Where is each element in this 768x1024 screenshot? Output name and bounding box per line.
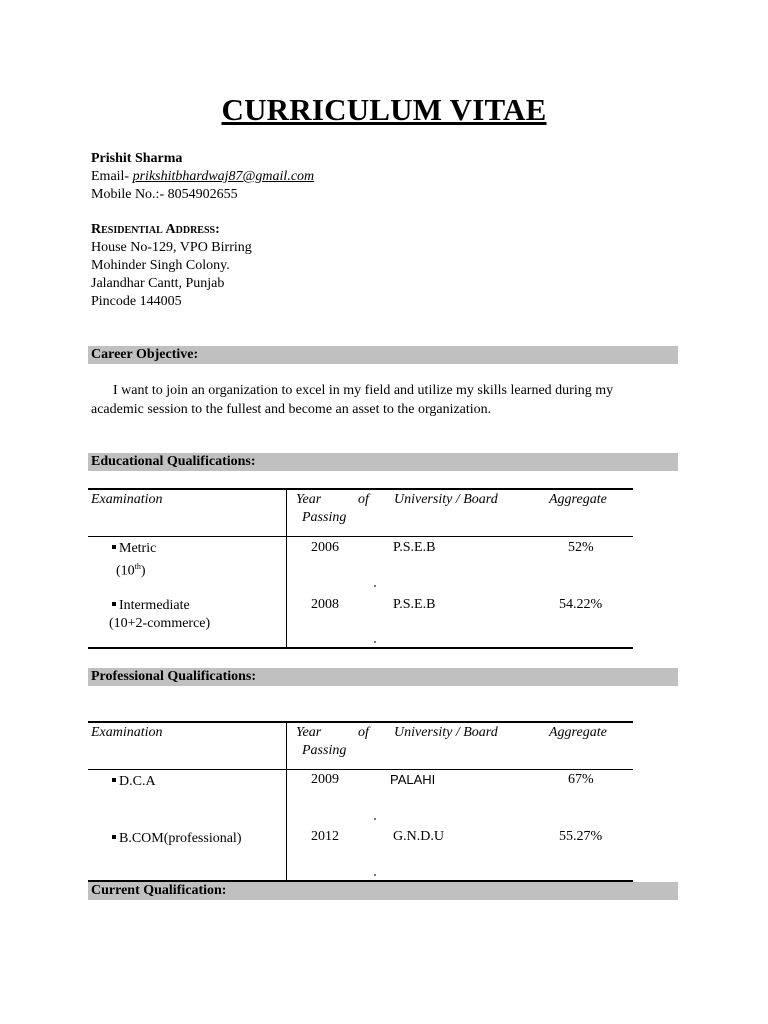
table-top-rule: [88, 721, 633, 723]
table-row-year: 2006: [311, 540, 339, 555]
table-row-exam: Metric: [112, 540, 156, 558]
table-row-exam-sub: (10th): [116, 562, 146, 579]
table-row-aggregate: 55.27%: [559, 829, 603, 844]
email-label: Email-: [91, 169, 133, 184]
candidate-name: Prishit Sharma: [91, 151, 183, 166]
col-passing: Passing: [302, 743, 347, 758]
col-board: University / Board: [394, 725, 498, 740]
table-row-board: P.S.E.B: [393, 597, 436, 612]
email-line: [91, 168, 314, 186]
mobile-number: Mobile No.:- 8054902655: [91, 187, 238, 202]
separator-dot: [374, 585, 376, 587]
table-row-exam: B.COM(professional): [112, 830, 242, 848]
educational-table: [88, 488, 633, 650]
table-column-divider: [286, 722, 287, 881]
current-qualification-heading: Current Qualification:: [91, 883, 227, 898]
professional-table: [88, 721, 633, 883]
table-row-board: G.N.D.U: [393, 829, 444, 844]
address-line-4: Pincode 144005: [91, 294, 182, 309]
col-aggregate: Aggregate: [549, 725, 607, 740]
col-examination: Examination: [91, 725, 163, 740]
professional-band: [88, 668, 678, 686]
address-line-3: Jalandhar Cantt, Punjab: [91, 276, 225, 291]
career-objective-heading: Career Objective:: [91, 347, 199, 362]
table-row-exam-sub: (10+2-commerce): [109, 616, 211, 631]
address-heading: Residential Address:: [91, 222, 220, 237]
separator-dot: [374, 641, 376, 643]
bullet-icon: [112, 778, 116, 782]
col-year: Year of: [296, 492, 369, 507]
table-row-exam: Intermediate: [112, 597, 190, 615]
table-row-aggregate: 67%: [568, 772, 594, 787]
current-qualification-band: [88, 882, 678, 900]
address-line-2: Mohinder Singh Colony.: [91, 258, 230, 273]
page-title: CURRICULUM VITAE: [221, 92, 547, 127]
separator-dot: [374, 874, 376, 876]
bullet-icon: [112, 835, 116, 839]
table-row-board: P.S.E.B: [393, 540, 436, 555]
bullet-icon: [112, 545, 116, 549]
table-row-aggregate: 54.22%: [559, 597, 603, 612]
table-row-year: 2012: [311, 829, 339, 844]
educational-heading: Educational Qualifications:: [91, 454, 256, 469]
separator-dot: [374, 818, 376, 820]
col-examination: Examination: [91, 492, 163, 507]
educational-band: [88, 453, 678, 471]
col-passing: Passing: [302, 510, 347, 525]
table-bottom-rule: [88, 647, 633, 649]
career-objective-band: [88, 346, 678, 364]
table-row-aggregate: 52%: [568, 540, 594, 555]
table-header-rule: [88, 769, 633, 770]
professional-heading: Professional Qualifications:: [91, 669, 257, 684]
email-link[interactable]: prikshitbhardwaj87@gmail.com: [132, 169, 315, 184]
table-column-divider: [286, 489, 287, 648]
career-objective-text: I want to join an organization to excel in my field and utilize my skills learned during my academic session to the fullest and become an asset to the organization.: [91, 383, 614, 417]
address-line-1: House No-129, VPO Birring: [91, 240, 252, 255]
table-header-rule: [88, 536, 633, 537]
col-board: University / Board: [394, 492, 498, 507]
table-row-year: 2009: [311, 772, 339, 787]
bullet-icon: [112, 602, 116, 606]
table-top-rule: [88, 488, 633, 490]
table-row-year: 2008: [311, 597, 339, 612]
col-aggregate: Aggregate: [549, 492, 607, 507]
table-row-exam: D.C.A: [112, 773, 156, 791]
col-year: Year of: [296, 725, 369, 740]
table-row-board: PALAHI: [390, 772, 436, 787]
